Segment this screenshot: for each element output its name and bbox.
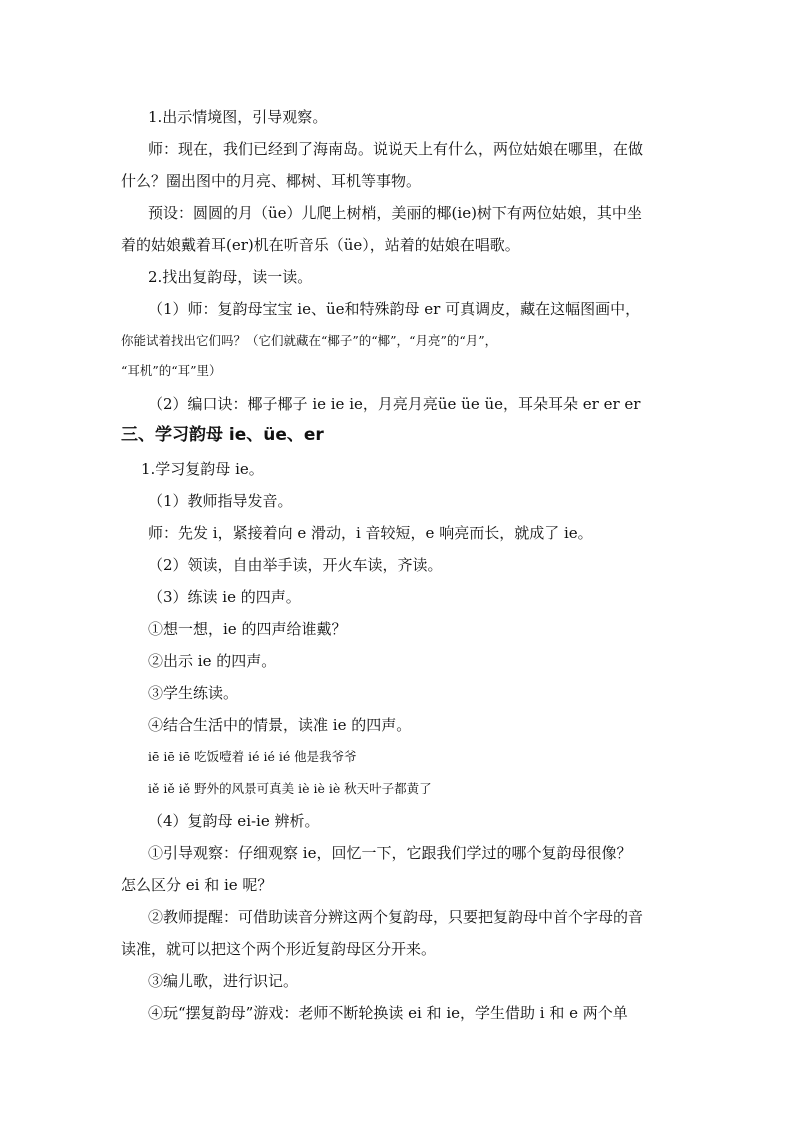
paragraph-line: （1）师：复韵母宝宝 ie、üe和特殊韵母 er 可真调皮，藏在这幅图画中， — [148, 300, 641, 318]
tone-example-line: iě iě iě 野外的风景可真美 iè iè iè 秋天叶子都黄了 — [148, 781, 432, 796]
list-item: （2）领读，自由举手读，开火车读，齐读。 — [148, 556, 443, 574]
list-item: （3）练读 ie 的四声。 — [148, 588, 301, 606]
tone-example-line: iē iē iē 吃饭噎着 ié ié ié 他是我爷爷 — [148, 749, 357, 764]
list-item: ②教师提醒：可借助读音分辨这两个复韵母，只要把复韵母中首个字母的音 — [148, 908, 644, 926]
step-2-title: 2.找出复韵母，读一读。 — [148, 268, 313, 286]
paragraph-line: 怎么区分 ei 和 ie 呢？ — [121, 876, 273, 894]
list-item: ④玩“摆复韵母”游戏：老师不断轮换读 ei 和 ie，学生借助 i 和 e 两个单 — [148, 1004, 628, 1022]
list-item: ④结合生活中的情景，读准 ie 的四声。 — [148, 716, 412, 734]
paragraph-line: 着的姑娘戴着耳(er)机在听音乐（üe），站着的姑娘在唱歌。 — [121, 236, 520, 254]
section-heading: 三、学习韵母 ie、üe、er — [121, 425, 324, 445]
paragraph-line: 师：先发 i，紧接着向 e 滑动，i 音较短，e 响亮而长，就成了 ie。 — [148, 524, 593, 542]
list-item: ③学生练读。 — [148, 684, 239, 702]
mnemonic-line: （2）编口诀：椰子椰子 ie ie ie，月亮月亮üe üe üe，耳朵耳朵 er er er — [148, 395, 641, 413]
paragraph-line: 预设：圆圆的月（üe）儿爬上树梢，美丽的椰(ie)树下有两位姑娘，其中坐 — [148, 204, 642, 222]
paragraph-line: 你能试着找出它们吗？（它们就藏在“椰子”的“椰”，“月亮”的“月”， — [121, 333, 498, 348]
list-item: （4）复韵母 ei-ie 辨析。 — [148, 812, 320, 830]
step-1-title: 1.出示情境图，引导观察。 — [148, 108, 328, 126]
paragraph-line: 师：现在，我们已经到了海南岛。说说天上有什么，两位姑娘在哪里，在做 — [148, 140, 644, 158]
paragraph-line: 什么？圈出图中的月亮、椰树、耳机等事物。 — [121, 172, 422, 190]
list-item: ③编儿歌，进行识记。 — [148, 972, 299, 990]
list-item: ①引导观察：仔细观察 ie，回忆一下，它跟我们学过的哪个复韵母很像？ — [148, 844, 632, 862]
list-item: （1）教师指导发音。 — [148, 492, 293, 510]
list-item: ①想一想，ie 的四声给谁戴？ — [148, 620, 347, 638]
paragraph-line: 读准，就可以把这个两个形近复韵母区分开来。 — [121, 940, 437, 958]
list-item: ②出示 ie 的四声。 — [148, 652, 277, 670]
paragraph-line: “耳机”的“耳”里） — [121, 363, 222, 378]
subsection-title: 1.学习复韵母 ie。 — [141, 460, 264, 478]
